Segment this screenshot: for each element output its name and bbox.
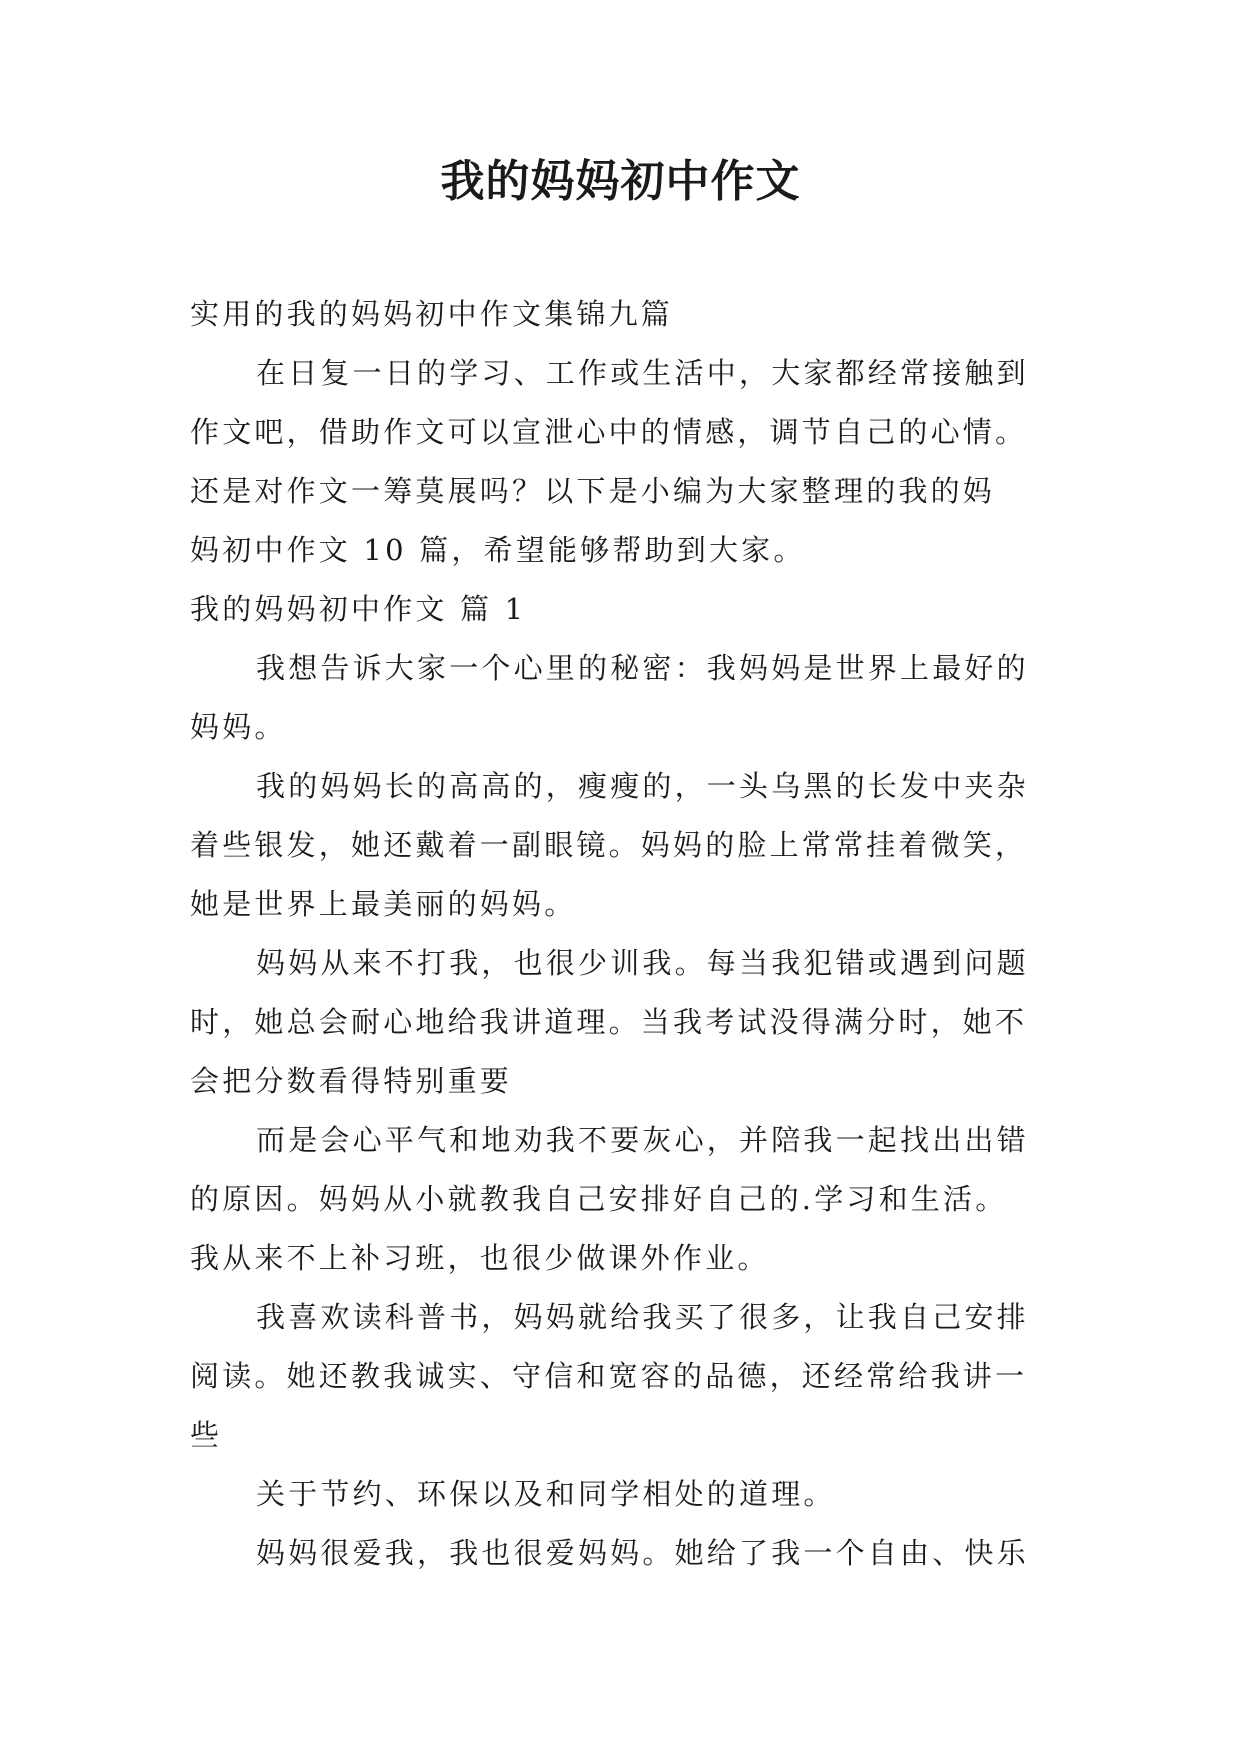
- text-line: 她是世界上最美丽的妈妈。: [190, 887, 577, 921]
- text-line: 的原因。妈妈从小就教我自己安排好自己的.学习和生活。: [190, 1182, 1008, 1216]
- text-line: 时，她总会耐心地给我讲道理。当我考试没得满分时，她不: [190, 1005, 1028, 1039]
- text-line: 还是对作文一筹莫展吗？以下是小编为大家整理的我的妈: [190, 474, 996, 508]
- document-title: 我的妈妈初中作文: [440, 156, 801, 207]
- text-line: 作文吧，借助作文可以宣泄心中的情感，调节自己的心情。: [190, 415, 1028, 449]
- text-line: 妈妈。: [190, 710, 287, 744]
- text-line: 着些银发，她还戴着一副眼镜。妈妈的脸上常常挂着微笑，: [190, 828, 1028, 862]
- text-line: 我喜欢读科普书，妈妈就给我买了很多，让我自己安排: [256, 1300, 1029, 1334]
- text-line: 而是会心平气和地劝我不要灰心，并陪我一起找出出错: [256, 1123, 1029, 1157]
- text-line: 会把分数看得特别重要: [190, 1064, 513, 1098]
- text-line: 在日复一日的学习、工作或生活中，大家都经常接触到: [256, 356, 1029, 390]
- text-line: 妈初中作文 10 篇，希望能够帮助到大家。: [190, 533, 806, 567]
- text-line: 妈妈很爱我，我也很爱妈妈。她给了我一个自由、快乐: [256, 1536, 1029, 1570]
- text-line: 妈妈从来不打我，也很少训我。每当我犯错或遇到问题: [256, 946, 1029, 980]
- text-line: 些: [190, 1418, 223, 1452]
- text-line: 我想告诉大家一个心里的秘密：我妈妈是世界上最好的: [256, 651, 1029, 685]
- text-line: 我从来不上补习班，也很少做课外作业。: [190, 1241, 770, 1275]
- text-line: 阅读。她还教我诚实、守信和宽容的品德，还经常给我讲一: [190, 1359, 1028, 1393]
- section-heading: 我的妈妈初中作文 篇 1: [190, 592, 527, 626]
- text-line: 实用的我的妈妈初中作文集锦九篇: [190, 297, 674, 331]
- document-body: [190, 285, 1062, 1583]
- text-line: 关于节约、环保以及和同学相处的道理。: [256, 1477, 836, 1511]
- text-line: 我的妈妈长的高高的，瘦瘦的，一头乌黑的长发中夹杂: [256, 769, 1029, 803]
